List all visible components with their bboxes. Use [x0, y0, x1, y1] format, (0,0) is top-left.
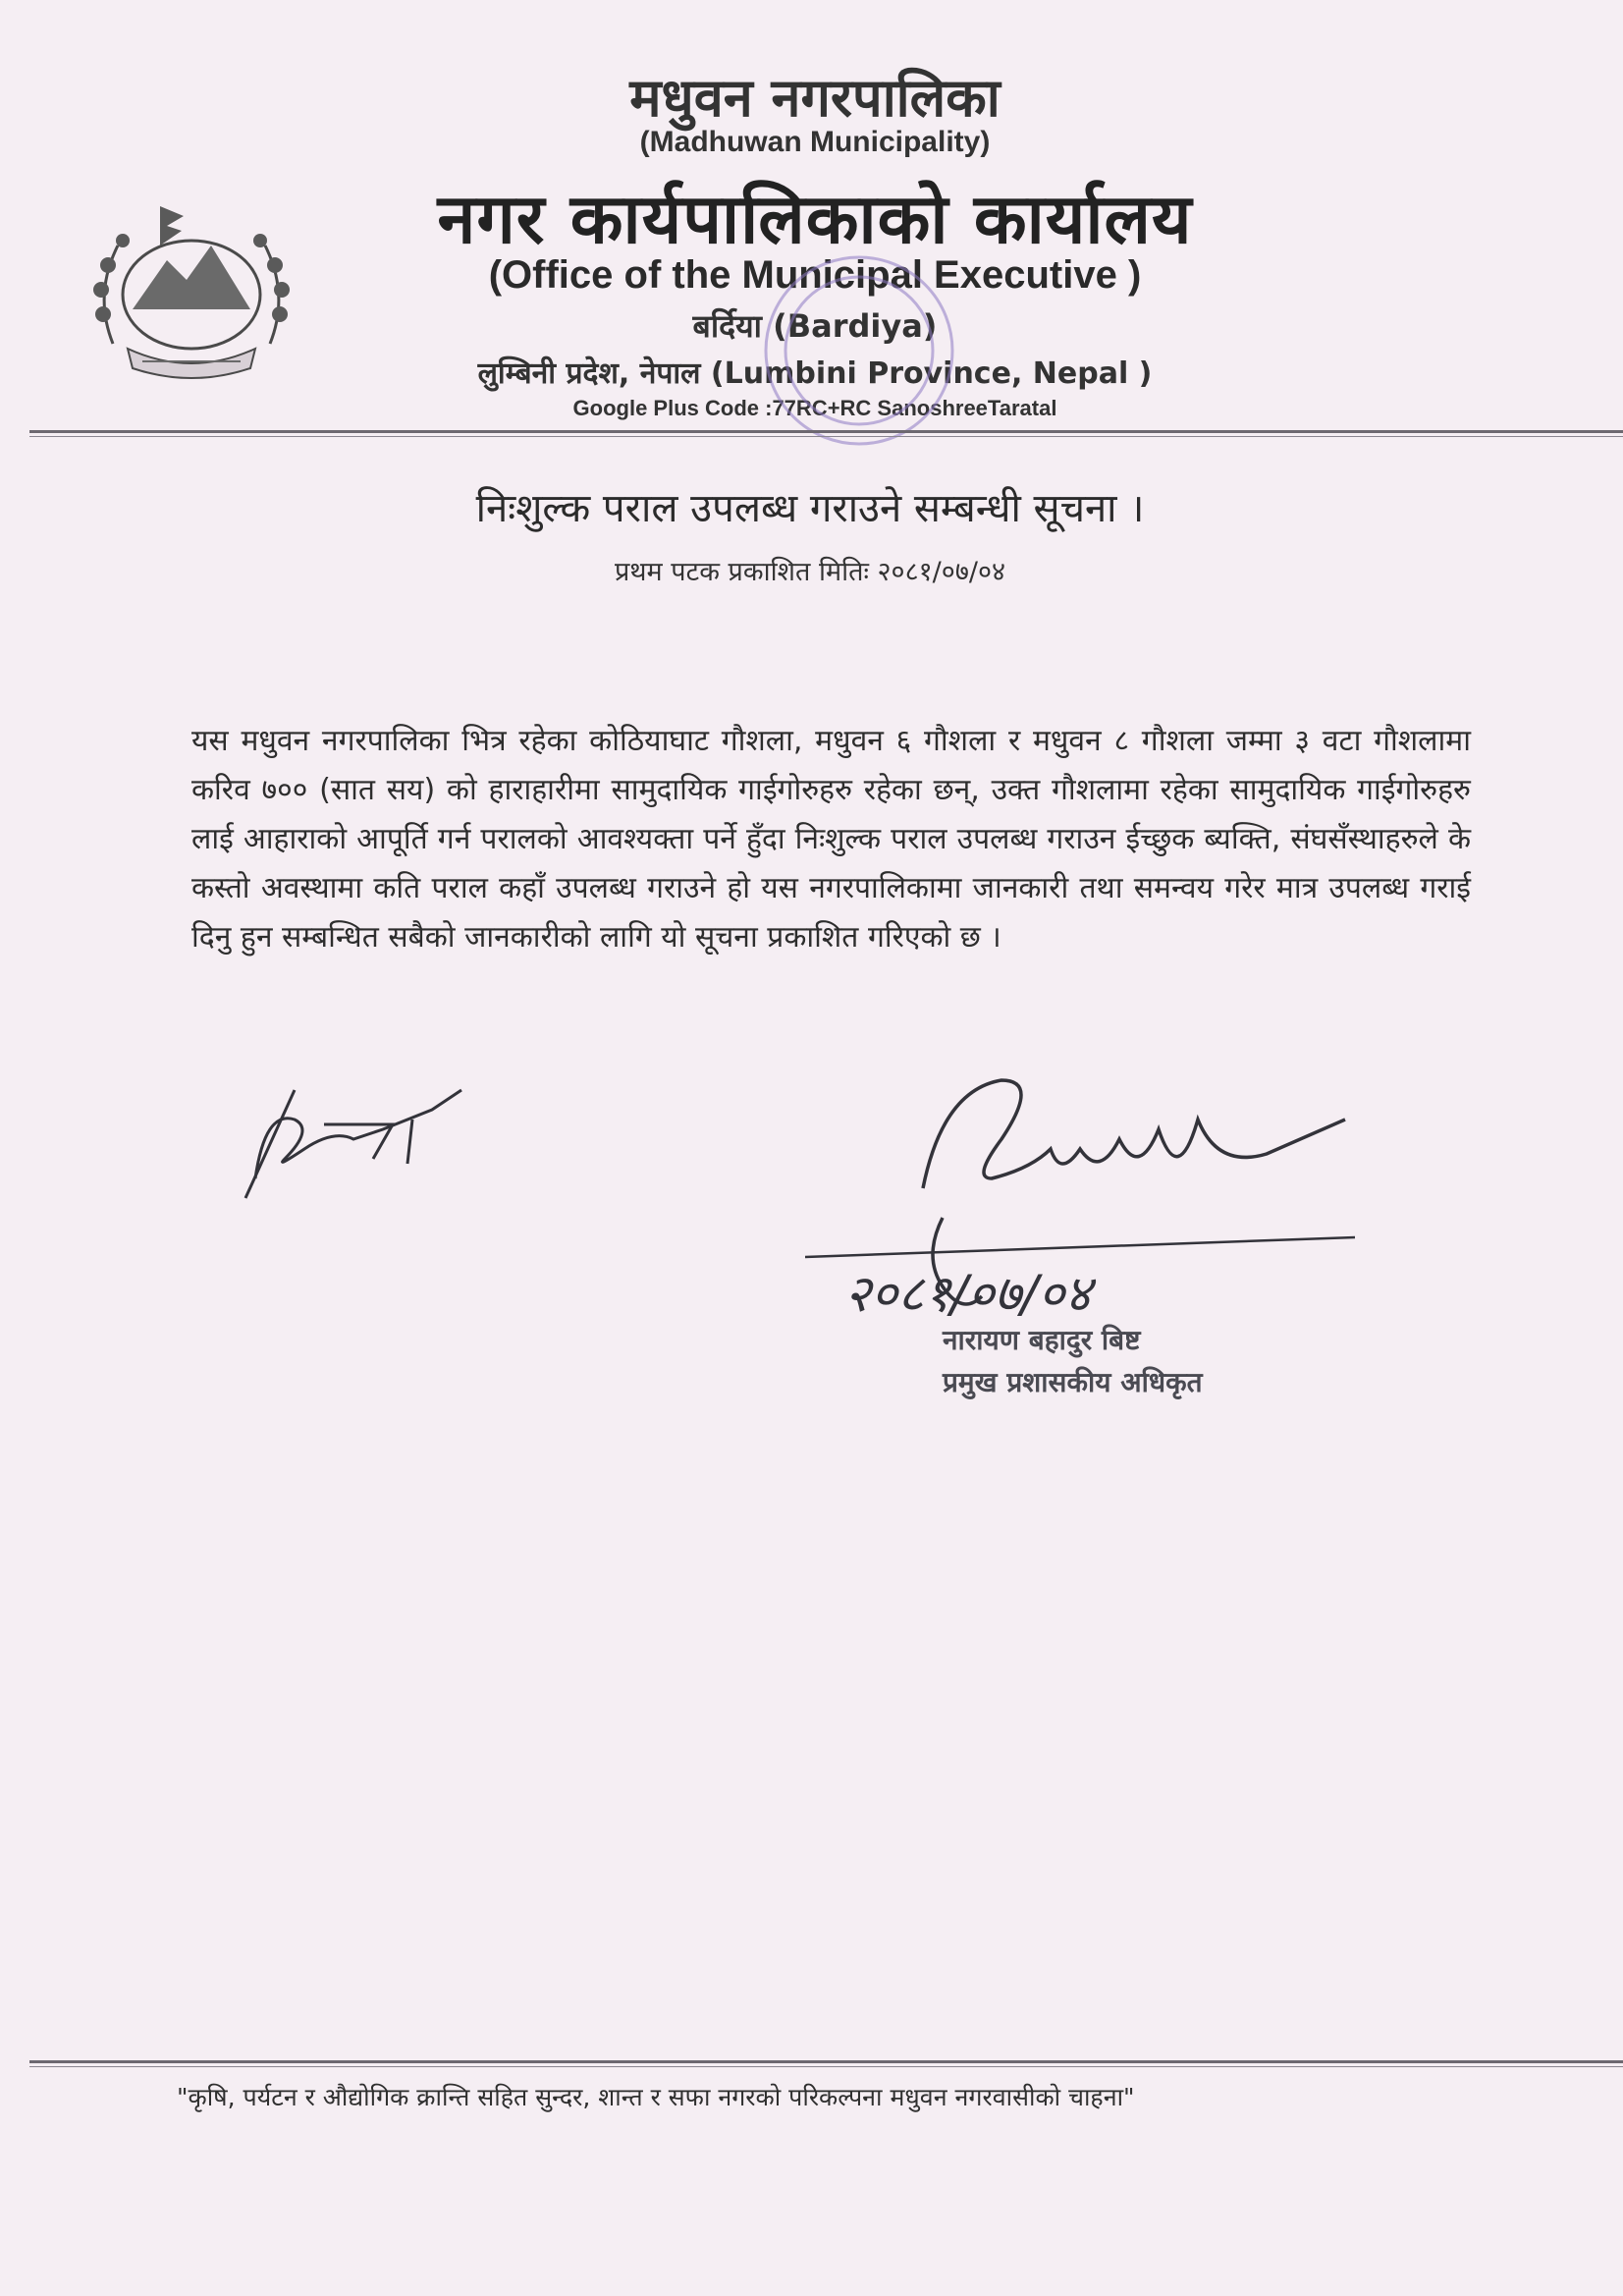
header-divider-thin [29, 436, 1623, 437]
office-name-en: (Office of the Municipal Executive ) [488, 253, 1142, 297]
municipality-name-np: मधुवन नगरपालिका [629, 67, 1001, 129]
footer-divider [29, 2060, 1623, 2063]
handwritten-date: २०८१/०७/०४ [844, 1265, 1092, 1324]
publish-date: प्रथम पटक प्रकाशित मितिः २०८१/०७/०४ [614, 557, 1006, 587]
footer-slogan: "कृषि, पर्यटन र औद्योगिक क्रान्ति सहित सुन्दर, शान्त र सफा नगरको परिकल्पना मधुवन नगरवासीको चाहना" [177, 2083, 1135, 2111]
municipality-name-en: (Madhuwan Municipality) [639, 126, 991, 158]
left-signature-icon [236, 1070, 471, 1208]
notice-body: यस मधुवन नगरपालिका भित्र रहेका कोठियाघाट गौशला, मधुवन ६ गौशला र मधुवन ८ गौशला जम्मा ३ वटा गौशलामा करिव ७०० (सात सय) को हाराहारीमा सामुदायिक गाईगोरुहरु रहेका छन्, उक्त गौशलामा रहेका सामुदायिक गाईगोरुहरु लाई आहाराको आपूर्ति गर्न परालको आवश्यक्ता पर्ने हुँदा निःशुल्क पराल उपलब्ध गराउन ईच्छुक ब्यक्ति, संघसँस्थाहरुले के कस्तो अवस्थामा कति पराल कहाँ उपलब्ध गराउने हो यस नगरपालिकामा जानकारी तथा समन्वय गरेर मात्र उपलब्ध गराई दिनु हुन सम्बन्धित सबैको जानकारीको लागि यो सूचना प्रकाशित गरिएको छ । [191, 724, 1471, 955]
district-line: बर्दिया (Bardiya) [692, 307, 938, 345]
office-name-np: नगर कार्यपालिकाको कार्यालय [437, 179, 1193, 259]
nepal-emblem-icon [74, 177, 309, 393]
footer-divider-thin [29, 2066, 1623, 2067]
officer-name: नारायण बहादुर बिष्ट [943, 1324, 1141, 1356]
plus-code-line: Google Plus Code :77RC+RC SanoshreeTaratal [572, 396, 1057, 420]
notice-title: निःशुल्क पराल उपलब्ध गराउने सम्बन्धी सूचना । [475, 486, 1145, 531]
header-divider [29, 430, 1623, 433]
province-line: लुम्बिनी प्रदेश, नेपाल (Lumbini Province, Nepal ) [477, 356, 1153, 391]
right-signature-icon [805, 1061, 1434, 1336]
office-stamp-icon [746, 218, 972, 483]
officer-title: प्रमुख प्रशासकीय अधिकृत [943, 1366, 1203, 1398]
